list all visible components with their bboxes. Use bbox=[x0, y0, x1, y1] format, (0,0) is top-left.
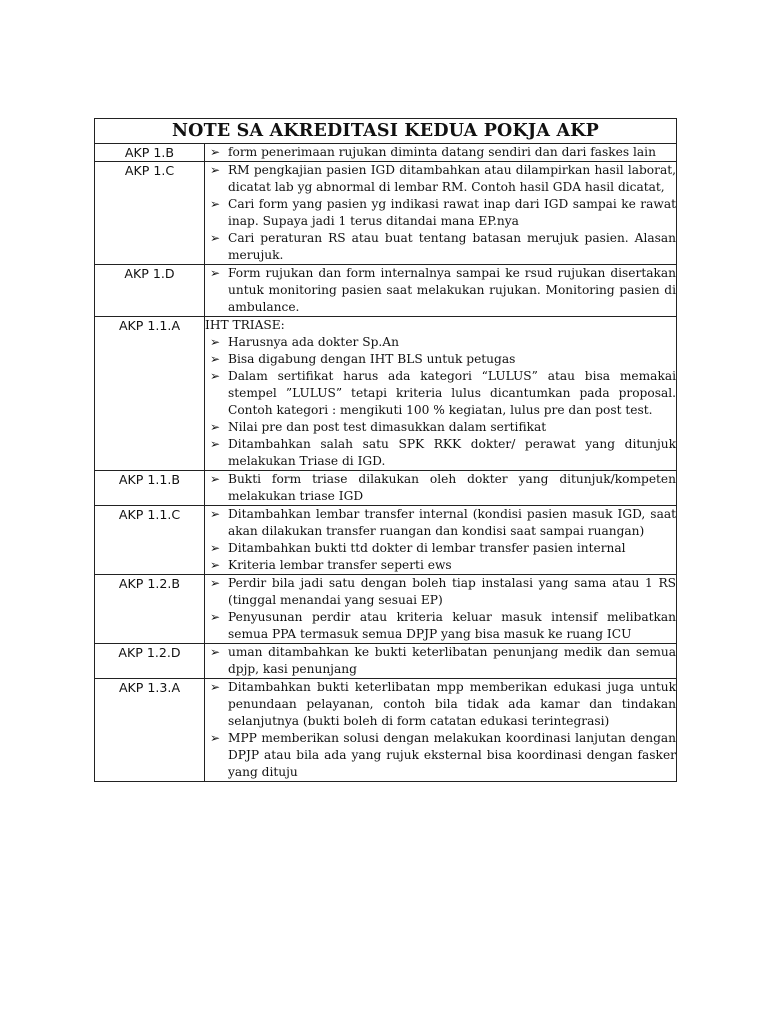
note-list bbox=[205, 144, 676, 161]
list-item bbox=[205, 471, 676, 505]
list-item bbox=[205, 540, 676, 557]
list-item-text: RM pengkajian pasien IGD ditambahkan atau dilampirkan hasil laborat, dicatat lab yg abnormal di lembar RM. Contoh hasil GDA hasil dicatat, bbox=[228, 163, 676, 194]
list-item-text: Ditambahkan salah satu SPK RKK dokter/ perawat yang ditunjuk melakukan Triase di IGD. bbox=[228, 437, 676, 468]
table-row bbox=[95, 144, 677, 162]
arrow-bullet-icon: ➢ bbox=[210, 266, 221, 280]
list-item-text: Cari peraturan RS atau buat tentang batasan merujuk pasien. Alasan merujuk. bbox=[228, 231, 676, 262]
arrow-bullet-icon: ➢ bbox=[210, 558, 221, 572]
table-row bbox=[95, 506, 677, 575]
table-row bbox=[95, 317, 677, 471]
table-body bbox=[95, 144, 677, 782]
arrow-bullet-icon: ➢ bbox=[210, 197, 221, 211]
arrow-bullet-icon: ➢ bbox=[210, 610, 221, 624]
list-item-text: Nilai pre dan post test dimasukkan dalam sertifikat bbox=[228, 420, 547, 434]
list-item-text: Harusnya ada dokter Sp.An bbox=[228, 335, 399, 349]
note-content bbox=[205, 471, 677, 506]
table-row bbox=[95, 265, 677, 317]
arrow-bullet-icon: ➢ bbox=[210, 680, 221, 694]
criteria-code: AKP 1.2.B bbox=[95, 575, 205, 644]
list-item bbox=[205, 506, 676, 540]
table-title-row bbox=[95, 119, 677, 144]
note-content bbox=[205, 506, 677, 575]
list-item-text: Bisa digabung dengan IHT BLS untuk petugas bbox=[228, 352, 516, 366]
arrow-bullet-icon: ➢ bbox=[210, 335, 221, 349]
note-list bbox=[205, 162, 676, 264]
list-item-text: form penerimaan rujukan diminta datang sendiri dan dari faskes lain bbox=[228, 145, 656, 159]
arrow-bullet-icon: ➢ bbox=[210, 437, 221, 451]
arrow-bullet-icon: ➢ bbox=[210, 731, 221, 745]
list-item-text: Dalam sertifikat harus ada kategori “LULUS” atau bisa memakai stempel ”LULUS” tetapi kriteria lulus dicantumkan pada proposal. Contoh kategori : mengikuti 100 % kegiatan, lulus pre dan post test. bbox=[228, 369, 676, 417]
criteria-code: AKP 1.2.D bbox=[95, 644, 205, 679]
list-item bbox=[205, 609, 676, 643]
arrow-bullet-icon: ➢ bbox=[210, 645, 221, 659]
table-row bbox=[95, 162, 677, 265]
list-item-text: Ditambahkan bukti ttd dokter di lembar transfer pasien internal bbox=[228, 541, 626, 555]
table-row bbox=[95, 471, 677, 506]
list-item-text: Ditambahkan bukti keterlibatan mpp memberikan edukasi juga untuk penundaan pelayanan, contoh bila tidak ada kamar dan tindakan selanjutnya (bukti boleh di form catatan edukasi terintegrasi) bbox=[228, 680, 676, 728]
list-item-text: Penyusunan perdir atau kriteria keluar masuk intensif melibatkan semua PPA termasuk semua DPJP yang bisa masuk ke ruang ICU bbox=[228, 610, 676, 641]
note-list bbox=[205, 334, 676, 470]
list-item bbox=[205, 162, 676, 196]
document-title: NOTE SA AKREDITASI KEDUA POKJA AKP bbox=[95, 119, 677, 144]
list-item-text: Perdir bila jadi satu dengan boleh tiap instalasi yang sama atau 1 RS (tinggal menandai yang sesuai EP) bbox=[228, 576, 676, 607]
criteria-code: AKP 1.1.A bbox=[95, 317, 205, 471]
section-heading: IHT TRIASE: bbox=[205, 318, 285, 332]
note-content bbox=[205, 644, 677, 679]
list-item bbox=[205, 436, 676, 470]
table-row bbox=[95, 644, 677, 679]
list-item-text: Kriteria lembar transfer seperti ews bbox=[228, 558, 452, 572]
list-item-text: uman ditambahkan ke bukti keterlibatan penunjang medik dan semua dpjp, kasi penunjang bbox=[228, 645, 676, 676]
notes-table bbox=[94, 118, 677, 782]
arrow-bullet-icon: ➢ bbox=[210, 145, 221, 159]
criteria-code: AKP 1.B bbox=[95, 144, 205, 162]
note-list bbox=[205, 471, 676, 505]
arrow-bullet-icon: ➢ bbox=[210, 507, 221, 521]
criteria-code: AKP 1.C bbox=[95, 162, 205, 265]
list-item bbox=[205, 265, 676, 316]
list-item bbox=[205, 679, 676, 730]
note-content bbox=[205, 317, 677, 471]
note-list bbox=[205, 506, 676, 574]
criteria-code: AKP 1.3.A bbox=[95, 679, 205, 782]
note-content bbox=[205, 162, 677, 265]
arrow-bullet-icon: ➢ bbox=[210, 472, 221, 486]
list-item-text: Cari form yang pasien yg indikasi rawat inap dari IGD sampai ke rawat inap. Supaya jadi 1 terus ditandai mana EP.nya bbox=[228, 197, 676, 228]
list-item bbox=[205, 575, 676, 609]
note-content bbox=[205, 679, 677, 782]
arrow-bullet-icon: ➢ bbox=[210, 420, 221, 434]
list-item bbox=[205, 419, 676, 436]
list-item-text: MPP memberikan solusi dengan melakukan koordinasi lanjutan dengan DPJP atau bila ada yang rujuk eksternal bisa koordinasi dengan fasker yang dituju bbox=[228, 731, 676, 779]
note-list bbox=[205, 679, 676, 781]
note-content bbox=[205, 144, 677, 162]
list-item bbox=[205, 351, 676, 368]
arrow-bullet-icon: ➢ bbox=[210, 163, 221, 177]
list-item bbox=[205, 368, 676, 419]
list-item bbox=[205, 730, 676, 781]
criteria-code: AKP 1.D bbox=[95, 265, 205, 317]
note-content bbox=[205, 575, 677, 644]
list-item bbox=[205, 644, 676, 678]
list-item bbox=[205, 230, 676, 264]
table-row bbox=[95, 575, 677, 644]
list-item-text: Bukti form triase dilakukan oleh dokter yang ditunjuk/kompeten melakukan triase IGD bbox=[228, 472, 676, 503]
arrow-bullet-icon: ➢ bbox=[210, 231, 221, 245]
criteria-code: AKP 1.1.B bbox=[95, 471, 205, 506]
list-item bbox=[205, 144, 676, 161]
note-list bbox=[205, 575, 676, 643]
list-item bbox=[205, 334, 676, 351]
table-row bbox=[95, 679, 677, 782]
list-item-text: Ditambahkan lembar transfer internal (kondisi pasien masuk IGD, saat akan dilakukan transfer ruangan dan kondisi saat sampai ruangan) bbox=[228, 507, 676, 538]
arrow-bullet-icon: ➢ bbox=[210, 369, 221, 383]
arrow-bullet-icon: ➢ bbox=[210, 576, 221, 590]
list-item bbox=[205, 196, 676, 230]
arrow-bullet-icon: ➢ bbox=[210, 541, 221, 555]
note-list bbox=[205, 644, 676, 678]
note-list bbox=[205, 265, 676, 316]
list-item-text: Form rujukan dan form internalnya sampai ke rsud rujukan disertakan untuk monitoring pasien saat melakukan rujukan. Monitoring pasien di ambulance. bbox=[228, 266, 676, 314]
criteria-code: AKP 1.1.C bbox=[95, 506, 205, 575]
list-item bbox=[205, 557, 676, 574]
note-content bbox=[205, 265, 677, 317]
arrow-bullet-icon: ➢ bbox=[210, 352, 221, 366]
